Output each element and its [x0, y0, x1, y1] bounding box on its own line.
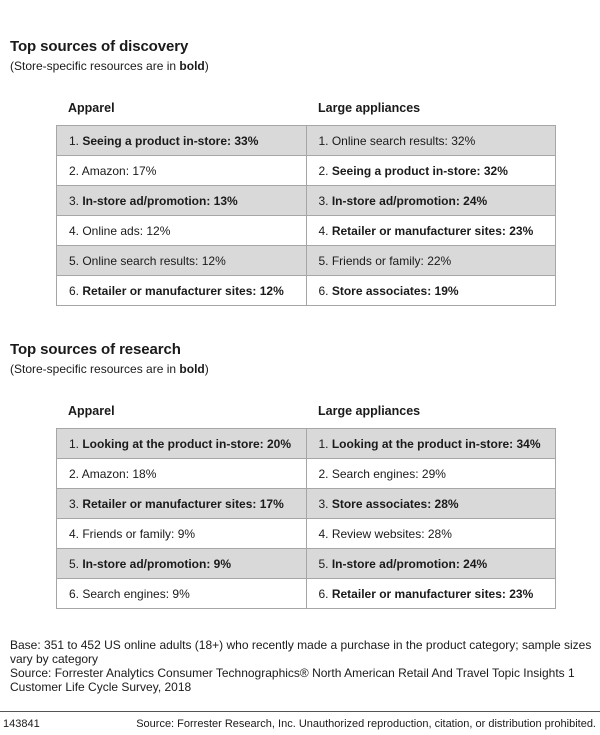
footer-source: Source: Forrester Research, Inc. Unauthorized reproduction, citation, or distribution prohibited. [136, 718, 596, 730]
table-cell [57, 429, 307, 459]
source-value: Online search results: 12% [82, 253, 226, 268]
research-col-appliances: Large appliances [318, 404, 421, 418]
rank-number: 2. [69, 163, 82, 178]
source-value: Search engines: 9% [82, 586, 190, 601]
table-cell [306, 579, 556, 609]
research-table [56, 428, 556, 609]
table-row [57, 549, 556, 579]
table-cell [57, 579, 307, 609]
footer-divider [0, 711, 600, 712]
table-cell [57, 216, 307, 246]
table-cell [306, 489, 556, 519]
table-cell [306, 246, 556, 276]
table-row [57, 186, 556, 216]
table-cell [57, 519, 307, 549]
source-value: In-store ad/promotion: 9% [82, 556, 232, 571]
source-value: Review websites: 28% [331, 526, 452, 541]
source-value: Retailer or manufacturer sites: 12% [82, 283, 284, 298]
discovery-table [56, 125, 556, 306]
discovery-col-apparel: Apparel [68, 101, 115, 115]
rank-number: 5. [69, 253, 83, 268]
table-row [57, 246, 556, 276]
rank-number: 5. [318, 253, 332, 268]
rank-number: 5. [318, 556, 332, 571]
source-value: Amazon: 18% [81, 466, 157, 481]
table-cell [306, 216, 556, 246]
table-row [57, 519, 556, 549]
rank-number: 5. [69, 556, 83, 571]
rank-number: 6. [318, 283, 332, 298]
table-cell [306, 519, 556, 549]
source-value: Store associates: 19% [331, 283, 459, 298]
base-text: Base: 351 to 452 US online adults (18+) who recently made a purchase in the product category; sample sizes vary by category [10, 638, 592, 666]
research-col-apparel: Apparel [68, 404, 115, 418]
table-row [57, 156, 556, 186]
rank-number: 6. [318, 586, 332, 601]
table-row [57, 126, 556, 156]
rank-number: 1. [318, 133, 332, 148]
source-value: Friends or family: 22% [331, 253, 452, 268]
source-value: In-store ad/promotion: 24% [331, 193, 488, 208]
source-value: Friends or family: 9% [82, 526, 196, 541]
source-value: Search engines: 29% [331, 466, 446, 481]
source-value: Retailer or manufacturer sites: 23% [331, 586, 534, 601]
source-value: Online ads: 12% [82, 223, 171, 238]
table-row [57, 276, 556, 306]
source-value: Store associates: 28% [331, 496, 459, 511]
table-cell [57, 489, 307, 519]
table-cell [57, 156, 307, 186]
table-cell [306, 276, 556, 306]
rank-number: 2. [318, 163, 332, 178]
rank-number: 3. [69, 193, 83, 208]
table-cell [306, 429, 556, 459]
discovery-col-appliances: Large appliances [318, 101, 421, 115]
rank-number: 2. [318, 466, 332, 481]
source-value: In-store ad/promotion: 13% [82, 193, 238, 208]
rank-number: 3. [318, 193, 332, 208]
table-cell [57, 276, 307, 306]
rank-number: 1. [318, 436, 332, 451]
base-note [10, 638, 595, 694]
source-value: Looking at the product in-store: 34% [331, 436, 541, 451]
table-cell [57, 246, 307, 276]
source-value: Looking at the product in-store: 20% [82, 436, 292, 451]
rank-number: 3. [318, 496, 332, 511]
table-cell [57, 459, 307, 489]
rank-number: 4. [318, 526, 332, 541]
rank-number: 4. [318, 223, 332, 238]
rank-number: 6. [69, 283, 83, 298]
source-value: Retailer or manufacturer sites: 23% [331, 223, 534, 238]
table-cell [306, 186, 556, 216]
table-cell [306, 549, 556, 579]
table-row [57, 429, 556, 459]
table-cell [306, 459, 556, 489]
table-cell [306, 126, 556, 156]
research-title: Top sources of research [10, 341, 181, 358]
source-text: Source: Forrester Analytics Consumer Technographics® North American Retail And Travel Topic Insights 1 Customer Life Cycle Survey, 2018 [10, 666, 575, 694]
rank-number: 1. [69, 436, 83, 451]
rank-number: 3. [69, 496, 83, 511]
rank-number: 4. [69, 526, 83, 541]
discovery-subtitle: (Store-specific resources are in bold) [10, 59, 209, 73]
table-row [57, 489, 556, 519]
table-row [57, 216, 556, 246]
footer-id: 143841 [3, 718, 40, 730]
table-row [57, 459, 556, 489]
table-cell [57, 549, 307, 579]
rank-number: 1. [69, 133, 83, 148]
source-value: Seeing a product in-store: 33% [82, 133, 259, 148]
discovery-title: Top sources of discovery [10, 38, 189, 55]
source-value: In-store ad/promotion: 24% [331, 556, 488, 571]
research-subtitle: (Store-specific resources are in bold) [10, 362, 209, 376]
table-cell [306, 156, 556, 186]
table-row [57, 579, 556, 609]
table-cell [57, 126, 307, 156]
rank-number: 6. [69, 586, 83, 601]
source-value: Retailer or manufacturer sites: 17% [82, 496, 284, 511]
source-value: Online search results: 32% [331, 133, 476, 148]
rank-number: 2. [69, 466, 82, 481]
source-value: Seeing a product in-store: 32% [331, 163, 508, 178]
table-cell [57, 186, 307, 216]
source-value: Amazon: 17% [81, 163, 157, 178]
rank-number: 4. [69, 223, 83, 238]
